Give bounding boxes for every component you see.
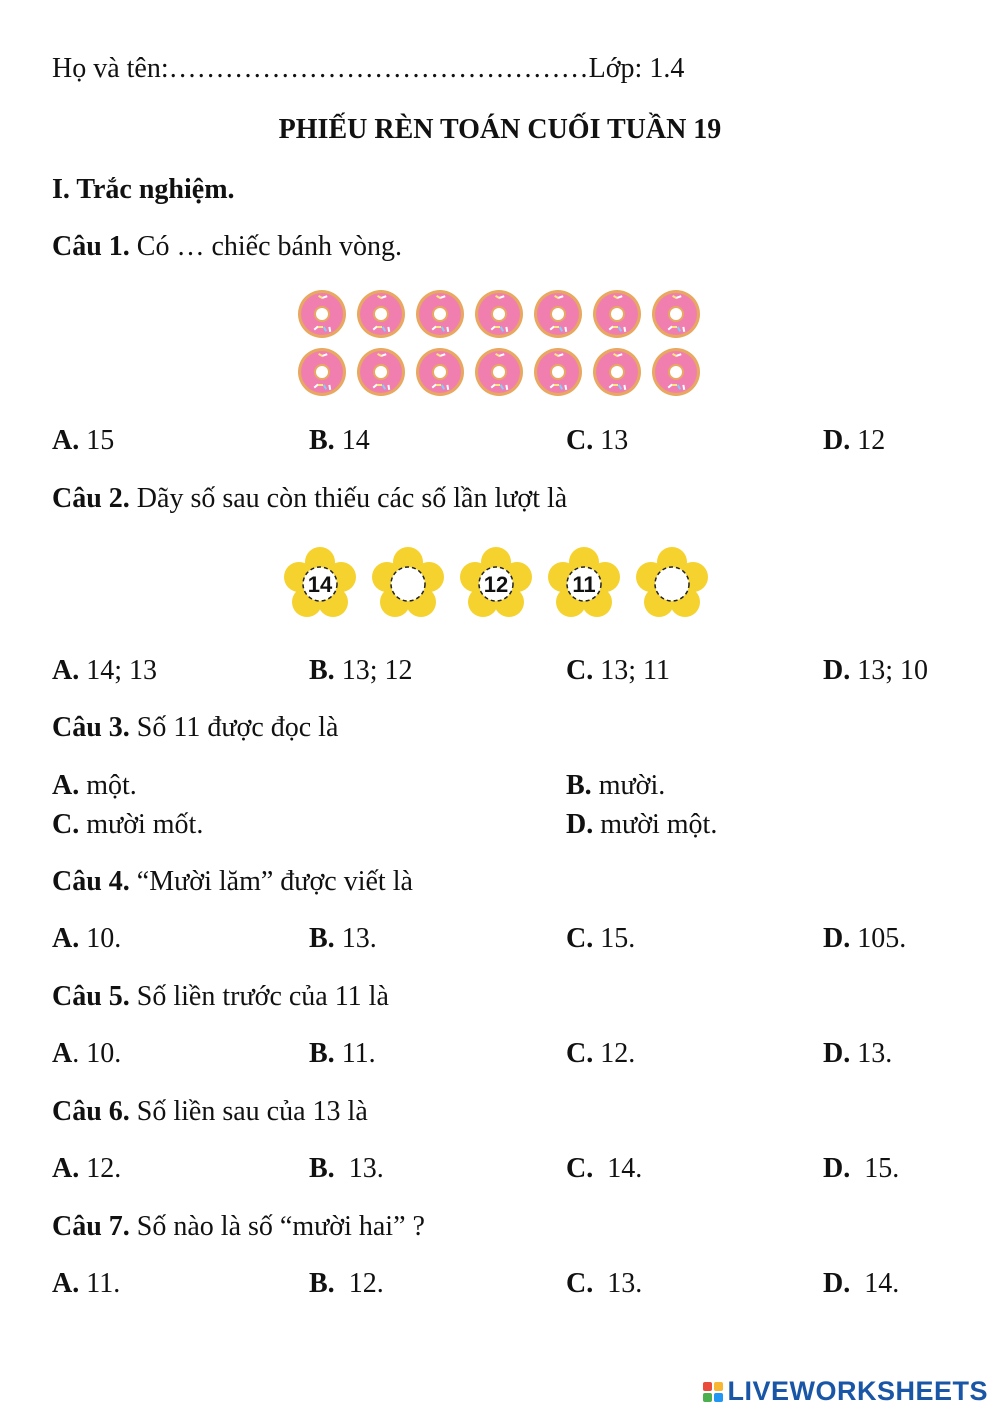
q2-option-a[interactable]	[52, 654, 157, 688]
donut-icon	[357, 348, 405, 396]
question-3	[52, 711, 338, 745]
question-text: Có … chiếc bánh vòng.	[129, 231, 402, 262]
option-letter: B.	[309, 655, 335, 686]
option-letter: C.	[566, 1268, 594, 1299]
option-text: 12.	[593, 1038, 636, 1069]
donut-icon	[416, 290, 464, 338]
option-text: 12.	[334, 1268, 384, 1299]
option-letter: C.	[566, 1153, 594, 1184]
q4-option-a[interactable]	[52, 922, 121, 956]
q5-option-a[interactable]	[52, 1037, 121, 1071]
donut-icon	[652, 348, 700, 396]
flower-number-label: 11	[572, 572, 596, 597]
q6-option-b[interactable]	[309, 1152, 384, 1186]
q7-option-b[interactable]	[309, 1267, 384, 1301]
student-info-line	[52, 52, 684, 86]
option-text: 11.	[79, 1268, 121, 1299]
q1-option-b[interactable]	[309, 424, 370, 458]
q3-option-b[interactable]	[566, 769, 665, 803]
option-text: 10.	[79, 923, 122, 954]
class-label: Lớp: 1.4	[588, 53, 685, 84]
option-text: mười một.	[593, 809, 718, 840]
q2-option-c[interactable]	[566, 654, 670, 688]
page-title: PHIẾU RÈN TOÁN CUỐI TUẦN 19	[278, 114, 722, 145]
option-text: 14; 13	[79, 655, 158, 686]
question-label: Câu 4.	[52, 866, 130, 897]
option-letter: C.	[566, 923, 594, 954]
donut-icon	[534, 290, 582, 338]
option-text: 15.	[593, 923, 636, 954]
name-label: Họ và tên:	[52, 53, 169, 84]
question-5	[52, 980, 389, 1014]
q5-option-b[interactable]	[309, 1037, 376, 1071]
option-letter: C.	[566, 425, 594, 456]
donut-icon	[475, 348, 523, 396]
question-text: Số 11 được đọc là	[129, 712, 339, 743]
question-label: Câu 7.	[52, 1211, 130, 1242]
question-2	[52, 482, 567, 516]
option-text: 13; 12	[334, 655, 413, 686]
option-text: 11.	[334, 1038, 376, 1069]
q6-option-a[interactable]	[52, 1152, 121, 1186]
option-text: 15.	[850, 1153, 900, 1184]
option-letter: B.	[309, 1038, 335, 1069]
option-letter: C.	[52, 809, 80, 840]
q7-option-c[interactable]	[566, 1267, 642, 1301]
donut-icon	[652, 290, 700, 338]
question-text: Số nào là số “mười hai” ?	[129, 1211, 425, 1242]
donut-icon	[534, 348, 582, 396]
q3-option-d[interactable]	[566, 808, 717, 842]
option-letter: C.	[566, 1038, 594, 1069]
option-text: 14.	[850, 1268, 900, 1299]
liveworksheets-icon	[703, 1382, 723, 1402]
q5-option-d[interactable]	[823, 1037, 892, 1071]
option-text: 15	[79, 425, 115, 456]
option-text: 12	[850, 425, 886, 456]
option-letter: A	[52, 1038, 73, 1069]
option-letter: D.	[823, 1268, 851, 1299]
option-text: 14	[334, 425, 370, 456]
flower-blank[interactable]	[636, 547, 708, 617]
option-letter: A.	[52, 1268, 80, 1299]
q4-option-d[interactable]	[823, 922, 906, 956]
option-text: mười.	[591, 770, 666, 801]
option-text: một.	[79, 770, 137, 801]
option-text: 14.	[593, 1153, 643, 1184]
donut-icon	[298, 290, 346, 338]
question-label: Câu 2.	[52, 483, 130, 514]
liveworksheets-logo	[703, 1376, 988, 1407]
option-letter: A.	[52, 1153, 80, 1184]
q7-option-d[interactable]	[823, 1267, 899, 1301]
option-letter: A.	[52, 923, 80, 954]
question-label: Câu 3.	[52, 712, 130, 743]
flower-blank[interactable]	[372, 547, 444, 617]
q2-option-d[interactable]	[823, 654, 928, 688]
option-text: 105.	[850, 923, 907, 954]
q4-option-c[interactable]	[566, 922, 635, 956]
option-letter: A.	[52, 425, 80, 456]
question-label: Câu 5.	[52, 981, 130, 1012]
option-text: 12.	[79, 1153, 122, 1184]
option-letter: D.	[823, 1038, 851, 1069]
q5-option-c[interactable]	[566, 1037, 635, 1071]
q1-option-a[interactable]	[52, 424, 114, 458]
donut-icon	[593, 290, 641, 338]
question-label: Câu 6.	[52, 1096, 130, 1127]
question-4	[52, 865, 413, 899]
q1-option-c[interactable]	[566, 424, 628, 458]
question-text: “Mười lăm” được viết là	[129, 866, 413, 897]
option-letter: A.	[52, 655, 80, 686]
option-text: 13.	[334, 923, 377, 954]
option-letter: A.	[52, 770, 80, 801]
option-letter: D.	[823, 1153, 851, 1184]
option-letter: D.	[823, 655, 851, 686]
option-letter: D.	[823, 923, 851, 954]
option-letter: B.	[309, 1153, 335, 1184]
watermark-text: LIVEWORKSHEETS	[727, 1376, 988, 1406]
option-text: 13.	[593, 1268, 643, 1299]
question-7	[52, 1210, 425, 1244]
flower-sequence	[280, 542, 720, 624]
donut-icon	[416, 348, 464, 396]
q6-option-d[interactable]	[823, 1152, 899, 1186]
option-text: . 10.	[72, 1038, 122, 1069]
option-letter: B.	[566, 770, 592, 801]
q1-option-d[interactable]	[823, 424, 885, 458]
q6-option-c[interactable]	[566, 1152, 642, 1186]
donut-icon	[593, 348, 641, 396]
option-text: 13; 10	[850, 655, 929, 686]
option-letter: D.	[823, 425, 851, 456]
donut-icon	[357, 290, 405, 338]
q3-option-c[interactable]	[52, 808, 203, 842]
donut-picture	[290, 285, 710, 400]
flower-number-label: 12	[483, 572, 509, 597]
question-1	[52, 230, 402, 264]
option-letter: C.	[566, 655, 594, 686]
q3-option-a[interactable]	[52, 769, 137, 803]
option-text: 13; 11	[593, 655, 670, 686]
option-letter: B.	[309, 425, 335, 456]
question-label: Câu 1.	[52, 231, 130, 262]
option-text: 13.	[334, 1153, 384, 1184]
option-letter: D.	[566, 809, 594, 840]
option-letter: B.	[309, 1268, 335, 1299]
name-blank[interactable]: ………………………………………	[168, 53, 589, 84]
section-heading: I. Trắc nghiệm.	[52, 174, 235, 205]
option-text: 13	[593, 425, 629, 456]
question-text: Dãy số sau còn thiếu các số lần lượt là	[129, 483, 568, 514]
flower-number-label: 14	[307, 572, 333, 597]
question-text: Số liền trước của 11 là	[129, 981, 389, 1012]
q2-option-b[interactable]	[309, 654, 412, 688]
option-text: 13.	[850, 1038, 893, 1069]
q7-option-a[interactable]	[52, 1267, 120, 1301]
option-letter: B.	[309, 923, 335, 954]
question-text: Số liền sau của 13 là	[129, 1096, 368, 1127]
question-6	[52, 1095, 368, 1129]
donut-icon	[475, 290, 523, 338]
donut-icon	[298, 348, 346, 396]
option-text: mười mốt.	[79, 809, 204, 840]
q4-option-b[interactable]	[309, 922, 377, 956]
